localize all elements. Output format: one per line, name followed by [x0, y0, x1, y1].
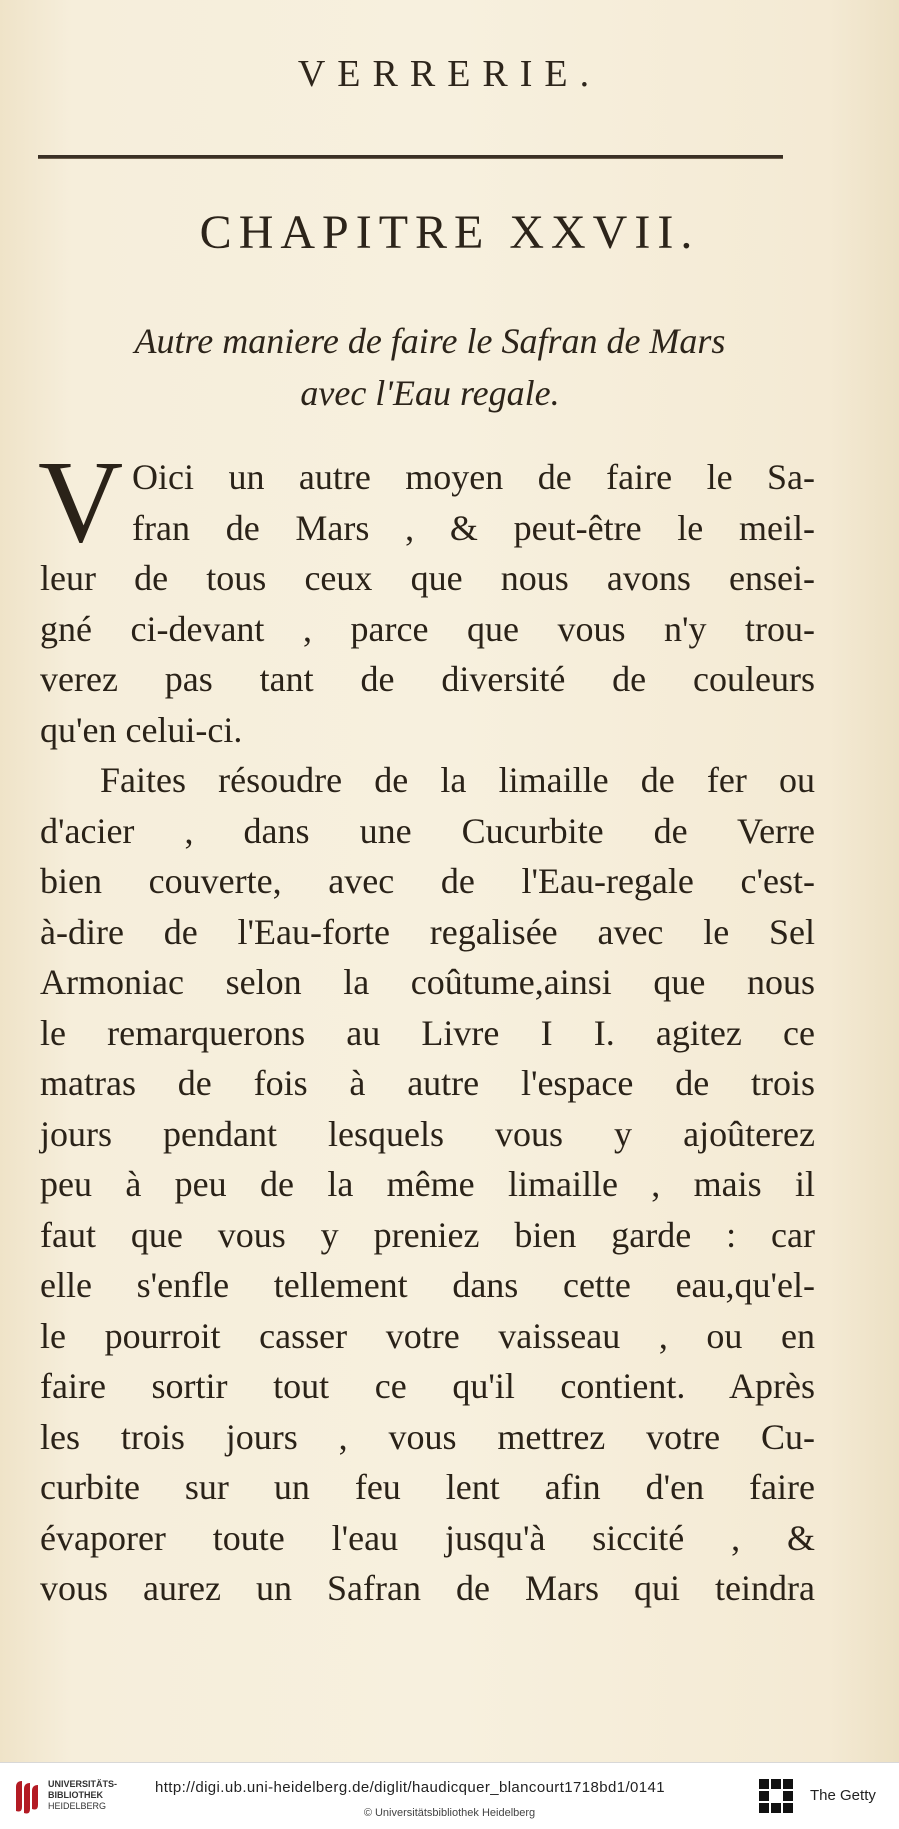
text-line: fran de Mars , & peut-être le meil-: [132, 507, 815, 548]
text-line: Faites résoudre de la limaille de fer ou: [100, 760, 815, 800]
copyright-notice: © Universitätsbibliothek Heidelberg: [363, 1807, 536, 1819]
text-line: vous aurez un Safran de Mars qui teindra: [40, 1568, 815, 1608]
text-line: qu'en celui-ci.: [40, 709, 243, 750]
drop-cap: V: [38, 436, 124, 567]
text-line: les trois jours , vous mettrez votre Cu-: [40, 1416, 815, 1457]
text-line: matras de fois à autre l'espace de trois: [40, 1063, 815, 1103]
running-head: VERRERIE.: [297, 53, 602, 95]
text-line: Oici un autre moyen de faire le Sa-: [132, 457, 815, 497]
text-line: elle s'enfle tellement dans cette eau,qu'el-: [40, 1265, 815, 1305]
text-line: curbite sur un feu lent afin d'en faire: [40, 1467, 815, 1507]
viewer-footer: [0, 1762, 899, 1829]
body-text: [38, 436, 815, 1614]
text-line: bien couverte, avec de l'Eau-regale c'est-: [40, 861, 815, 901]
text-line: le remarquerons au Livre I I. agitez ce: [40, 1012, 815, 1053]
text-line: évaporer toute l'eau jusqu'à siccité , &: [40, 1517, 815, 1558]
text-line: jours pendant lesquels vous y ajoûterez: [40, 1113, 815, 1154]
partner-name: The Getty: [810, 1787, 876, 1804]
getty-logo-icon[interactable]: [757, 1777, 797, 1817]
subtitle-line: avec l'Eau regale.: [300, 373, 560, 413]
text-line: peu à peu de la même limaille , mais il: [40, 1164, 815, 1204]
text-line: à-dire de l'Eau-forte regalisée avec le Sel: [40, 911, 815, 952]
subtitle-line: Autre maniere de faire le Safran de Mars: [134, 321, 726, 361]
text-line: faire sortir tout ce qu'il contient. Après: [40, 1366, 815, 1406]
chapter-title: CHAPITRE XXVII.: [199, 206, 700, 259]
text-line: le pourroit casser votre vaisseau , ou en: [40, 1315, 815, 1356]
text-line: gné ci-devant , parce que vous n'y trou-: [40, 608, 815, 649]
header-rule: [38, 155, 783, 159]
text-line: faut que vous y preniez bien garde : car: [40, 1214, 815, 1255]
text-line: d'acier , dans une Cucurbite de Verre: [40, 810, 815, 851]
chapter-subtitle: [30, 315, 830, 419]
institution-name: UNIVERSITÄTS- BIBLIOTHEK HEIDELBERG: [48, 1779, 118, 1811]
text-line: leur de tous ceux que nous avons ensei-: [40, 558, 815, 598]
text-line: Armoniac selon la coûtume,ainsi que nous: [40, 962, 815, 1002]
text-line: verez pas tant de diversité de couleurs: [40, 659, 815, 699]
permalink-url[interactable]: http://digi.ub.uni-heidelberg.de/diglit/haudicquer_blancourt1718bd1/0141: [155, 1779, 666, 1796]
